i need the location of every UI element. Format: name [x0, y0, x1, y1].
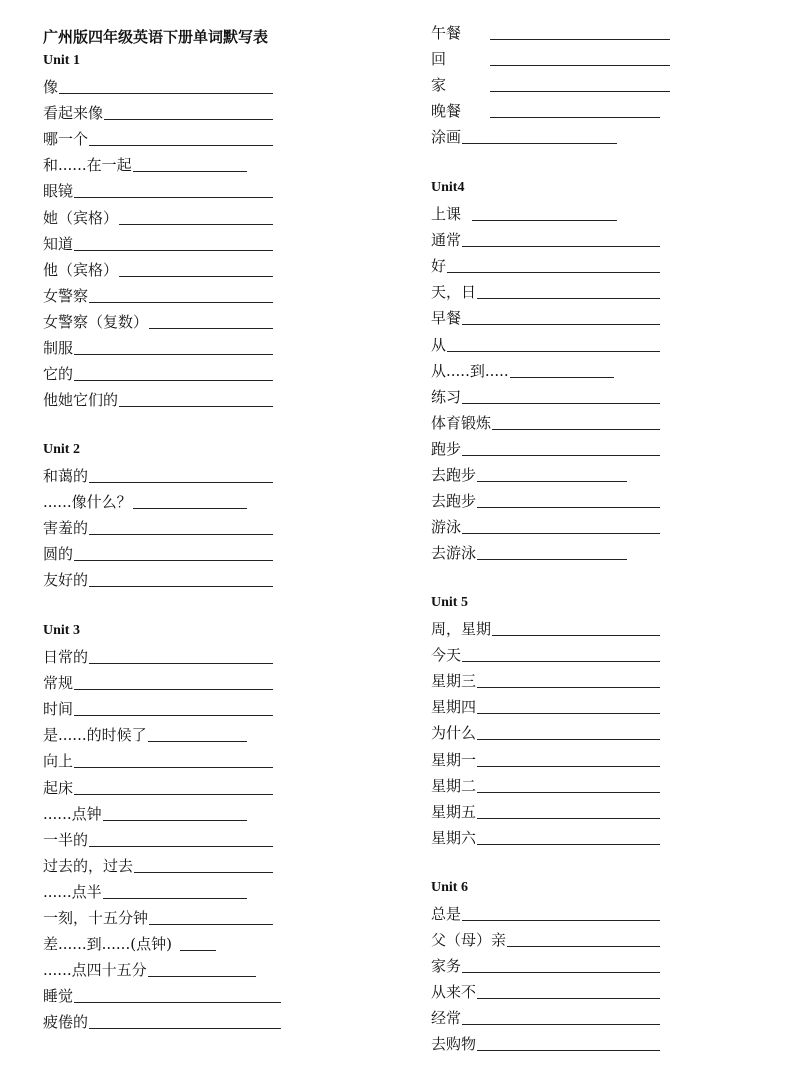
vocab-label: 眼镜 — [43, 182, 74, 200]
vocab-row — [431, 412, 660, 432]
vocab-row — [43, 672, 273, 692]
vocab-row — [431, 670, 660, 690]
vocab-label: 圆的 — [43, 545, 74, 563]
answer-blank[interactable] — [180, 950, 216, 951]
vocab-label: 今天 — [431, 646, 462, 664]
answer-blank[interactable] — [462, 455, 660, 456]
vocab-row — [431, 618, 660, 638]
vocab-row — [431, 229, 660, 249]
answer-blank[interactable] — [477, 766, 660, 767]
answer-blank[interactable] — [492, 429, 660, 430]
vocab-row — [431, 696, 660, 716]
answer-blank[interactable] — [74, 197, 273, 198]
answer-blank[interactable] — [477, 792, 660, 793]
vocab-row — [43, 311, 273, 331]
vocab-row — [43, 491, 247, 511]
answer-blank[interactable] — [74, 560, 273, 561]
vocab-label: 游泳 — [431, 518, 462, 536]
vocab-label: 体育锻炼 — [431, 414, 492, 432]
answer-blank[interactable] — [133, 508, 247, 509]
answer-blank[interactable] — [74, 354, 273, 355]
vocab-label: 星期五 — [431, 803, 477, 821]
vocab-row — [43, 569, 273, 589]
answer-blank[interactable] — [148, 976, 256, 977]
unit-heading: Unit4 — [431, 180, 465, 195]
vocab-label: 为什么 — [431, 724, 477, 742]
unit-heading: Unit 5 — [431, 595, 468, 610]
answer-blank[interactable] — [507, 946, 660, 947]
vocab-row — [431, 929, 660, 949]
answer-blank[interactable] — [119, 406, 273, 407]
vocab-row — [431, 775, 660, 795]
answer-blank[interactable] — [74, 715, 273, 716]
vocab-row — [43, 337, 273, 357]
vocab-label: 一刻，十五分钟 — [43, 909, 149, 927]
vocab-label: 家 — [431, 76, 447, 94]
vocab-label: 和......在一起 — [43, 156, 132, 174]
answer-blank[interactable] — [149, 328, 273, 329]
answer-blank[interactable] — [462, 661, 660, 662]
vocab-row — [431, 749, 660, 769]
vocab-row — [43, 363, 273, 383]
answer-blank[interactable] — [89, 846, 273, 847]
vocab-row — [431, 255, 660, 275]
vocab-row — [431, 827, 660, 847]
vocab-row — [431, 490, 660, 510]
vocab-label: 友好的 — [43, 571, 89, 589]
vocab-label: 上课 — [431, 205, 462, 223]
answer-blank[interactable] — [89, 302, 273, 303]
vocab-row — [431, 22, 670, 42]
vocab-label: 是......的时候了 — [43, 726, 147, 744]
vocab-row — [43, 543, 273, 563]
answer-blank[interactable] — [89, 586, 273, 587]
vocab-row — [43, 698, 273, 718]
answer-blank[interactable] — [477, 998, 660, 999]
answer-blank[interactable] — [462, 324, 660, 325]
vocab-label: 它的 — [43, 365, 74, 383]
vocab-label: 涂画 — [431, 128, 462, 146]
answer-blank[interactable] — [89, 482, 273, 483]
vocab-row — [43, 102, 273, 122]
answer-blank[interactable] — [472, 220, 617, 221]
vocab-row — [431, 48, 670, 68]
vocab-label: ......点钟 — [43, 805, 102, 823]
answer-blank[interactable] — [74, 1002, 281, 1003]
vocab-label: 差......到......(点钟) — [43, 935, 172, 953]
answer-blank[interactable] — [149, 924, 273, 925]
vocab-label: 总是 — [431, 905, 462, 923]
vocab-label: 星期二 — [431, 777, 477, 795]
vocab-label: 他她它们的 — [43, 391, 119, 409]
vocab-row — [43, 128, 273, 148]
vocab-label: 天，日 — [431, 283, 477, 301]
answer-blank[interactable] — [104, 119, 273, 120]
answer-blank[interactable] — [148, 741, 247, 742]
answer-blank[interactable] — [490, 117, 660, 118]
vocab-label: 回 — [431, 50, 447, 68]
answer-blank[interactable] — [103, 898, 247, 899]
answer-blank[interactable] — [447, 272, 660, 273]
answer-blank[interactable] — [119, 276, 273, 277]
vocab-row — [43, 1011, 281, 1031]
vocab-label: 从来不 — [431, 983, 477, 1001]
vocab-label: 女警察（复数） — [43, 313, 149, 331]
answer-blank[interactable] — [89, 145, 273, 146]
answer-blank[interactable] — [119, 224, 273, 225]
vocab-label: 过去的，过去 — [43, 857, 134, 875]
vocab-row — [431, 644, 660, 664]
vocab-label: 去游泳 — [431, 544, 477, 562]
answer-blank[interactable] — [74, 380, 273, 381]
vocab-row — [431, 203, 617, 223]
vocab-label: 日常的 — [43, 648, 89, 666]
vocab-row — [431, 100, 660, 120]
answer-blank[interactable] — [133, 171, 247, 172]
answer-blank[interactable] — [477, 818, 660, 819]
vocab-row — [43, 959, 256, 979]
page-title: 广州版四年级英语下册单词默写表 — [43, 28, 269, 46]
vocab-row — [431, 1007, 660, 1027]
vocab-label: 星期四 — [431, 698, 477, 716]
vocab-label: ......点半 — [43, 883, 102, 901]
answer-blank[interactable] — [510, 377, 614, 378]
vocab-row — [431, 307, 660, 327]
vocab-row — [43, 259, 273, 279]
answer-blank[interactable] — [74, 689, 273, 690]
vocab-row — [43, 985, 281, 1005]
answer-blank[interactable] — [477, 739, 660, 740]
answer-blank[interactable] — [492, 635, 660, 636]
answer-blank[interactable] — [477, 687, 660, 688]
vocab-label: 像 — [43, 78, 59, 96]
answer-blank[interactable] — [462, 246, 660, 247]
vocab-label: 睡觉 — [43, 987, 74, 1005]
answer-blank[interactable] — [490, 65, 670, 66]
vocab-label: 去跑步 — [431, 492, 477, 510]
vocab-label: 常规 — [43, 674, 74, 692]
vocab-row — [43, 517, 273, 537]
vocab-label: 从.....到..... — [431, 362, 509, 380]
vocab-row — [431, 1033, 660, 1053]
vocab-label: ......点四十五分 — [43, 961, 147, 979]
vocab-label: 向上 — [43, 752, 74, 770]
vocab-label: 家务 — [431, 957, 462, 975]
vocab-label: 时间 — [43, 700, 74, 718]
vocab-label: 通常 — [431, 231, 462, 249]
answer-blank[interactable] — [462, 143, 617, 144]
answer-blank[interactable] — [477, 713, 660, 714]
answer-blank[interactable] — [490, 91, 670, 92]
vocab-label: ......像什么？ — [43, 493, 132, 511]
answer-blank[interactable] — [462, 1024, 660, 1025]
vocab-row — [431, 542, 627, 562]
vocab-label: 去购物 — [431, 1035, 477, 1053]
answer-blank[interactable] — [134, 872, 273, 873]
answer-blank[interactable] — [477, 1050, 660, 1051]
answer-blank[interactable] — [462, 533, 660, 534]
vocab-row — [431, 981, 660, 1001]
vocab-label: 制服 — [43, 339, 74, 357]
vocab-row — [431, 360, 614, 380]
vocab-label: 经常 — [431, 1009, 462, 1027]
vocab-label: 她（宾格） — [43, 209, 119, 227]
vocab-label: 一半的 — [43, 831, 89, 849]
vocab-row — [43, 465, 273, 485]
vocab-row — [43, 233, 273, 253]
vocab-label: 女警察 — [43, 287, 89, 305]
vocab-row — [43, 777, 273, 797]
vocab-row — [43, 180, 273, 200]
answer-blank[interactable] — [74, 767, 273, 768]
answer-blank[interactable] — [477, 844, 660, 845]
vocab-label: 害羞的 — [43, 519, 89, 537]
vocab-label: 看起来像 — [43, 104, 104, 122]
vocab-row — [431, 126, 617, 146]
vocab-row — [431, 386, 660, 406]
vocab-row — [431, 801, 660, 821]
vocab-row — [43, 76, 273, 96]
vocab-row — [43, 646, 273, 666]
vocab-row — [431, 74, 670, 94]
vocab-label: 跑步 — [431, 440, 462, 458]
answer-blank[interactable] — [477, 559, 627, 560]
vocab-row — [431, 464, 627, 484]
vocab-label: 晚餐 — [431, 102, 462, 120]
vocab-row — [43, 750, 273, 770]
answer-blank[interactable] — [74, 794, 273, 795]
vocab-row — [431, 438, 660, 458]
unit-heading: Unit 2 — [43, 442, 80, 457]
vocab-label: 去跑步 — [431, 466, 477, 484]
vocab-label: 星期六 — [431, 829, 477, 847]
answer-blank[interactable] — [74, 250, 273, 251]
vocab-row — [43, 724, 247, 744]
vocab-row — [43, 803, 247, 823]
answer-blank[interactable] — [462, 403, 660, 404]
vocab-row — [43, 207, 273, 227]
answer-blank[interactable] — [477, 481, 627, 482]
vocab-label: 星期三 — [431, 672, 477, 690]
answer-blank[interactable] — [89, 534, 273, 535]
vocab-label: 好 — [431, 257, 447, 275]
answer-blank[interactable] — [447, 351, 660, 352]
vocab-row — [431, 722, 660, 742]
vocab-row — [43, 933, 216, 953]
vocab-row — [43, 285, 273, 305]
answer-blank[interactable] — [462, 920, 660, 921]
vocab-row — [43, 389, 273, 409]
vocab-row — [43, 907, 273, 927]
answer-blank[interactable] — [490, 39, 670, 40]
vocab-row — [431, 334, 660, 354]
answer-blank[interactable] — [462, 972, 660, 973]
vocab-row — [43, 829, 273, 849]
unit-heading: Unit 3 — [43, 623, 80, 638]
vocab-label: 练习 — [431, 388, 462, 406]
answer-blank[interactable] — [477, 298, 660, 299]
vocab-label: 父（母）亲 — [431, 931, 507, 949]
vocab-label: 早餐 — [431, 309, 462, 327]
vocab-label: 疲倦的 — [43, 1013, 89, 1031]
vocab-row — [431, 281, 660, 301]
vocab-row — [431, 903, 660, 923]
vocab-row — [431, 955, 660, 975]
vocab-row — [43, 855, 273, 875]
vocab-row — [431, 516, 660, 536]
unit-heading: Unit 1 — [43, 53, 80, 68]
answer-blank[interactable] — [59, 93, 273, 94]
vocab-label: 从 — [431, 336, 447, 354]
vocab-label: 起床 — [43, 779, 74, 797]
unit-heading: Unit 6 — [431, 880, 468, 895]
vocab-label: 周，星期 — [431, 620, 492, 638]
vocab-row — [43, 154, 247, 174]
vocab-label: 和蔼的 — [43, 467, 89, 485]
vocab-label: 哪一个 — [43, 130, 89, 148]
answer-blank[interactable] — [477, 507, 660, 508]
vocab-label: 星期一 — [431, 751, 477, 769]
vocab-label: 他（宾格） — [43, 261, 119, 279]
answer-blank[interactable] — [103, 820, 247, 821]
answer-blank[interactable] — [89, 663, 273, 664]
vocab-label: 午餐 — [431, 24, 462, 42]
vocab-label: 知道 — [43, 235, 74, 253]
vocab-row — [43, 881, 247, 901]
answer-blank[interactable] — [89, 1028, 281, 1029]
